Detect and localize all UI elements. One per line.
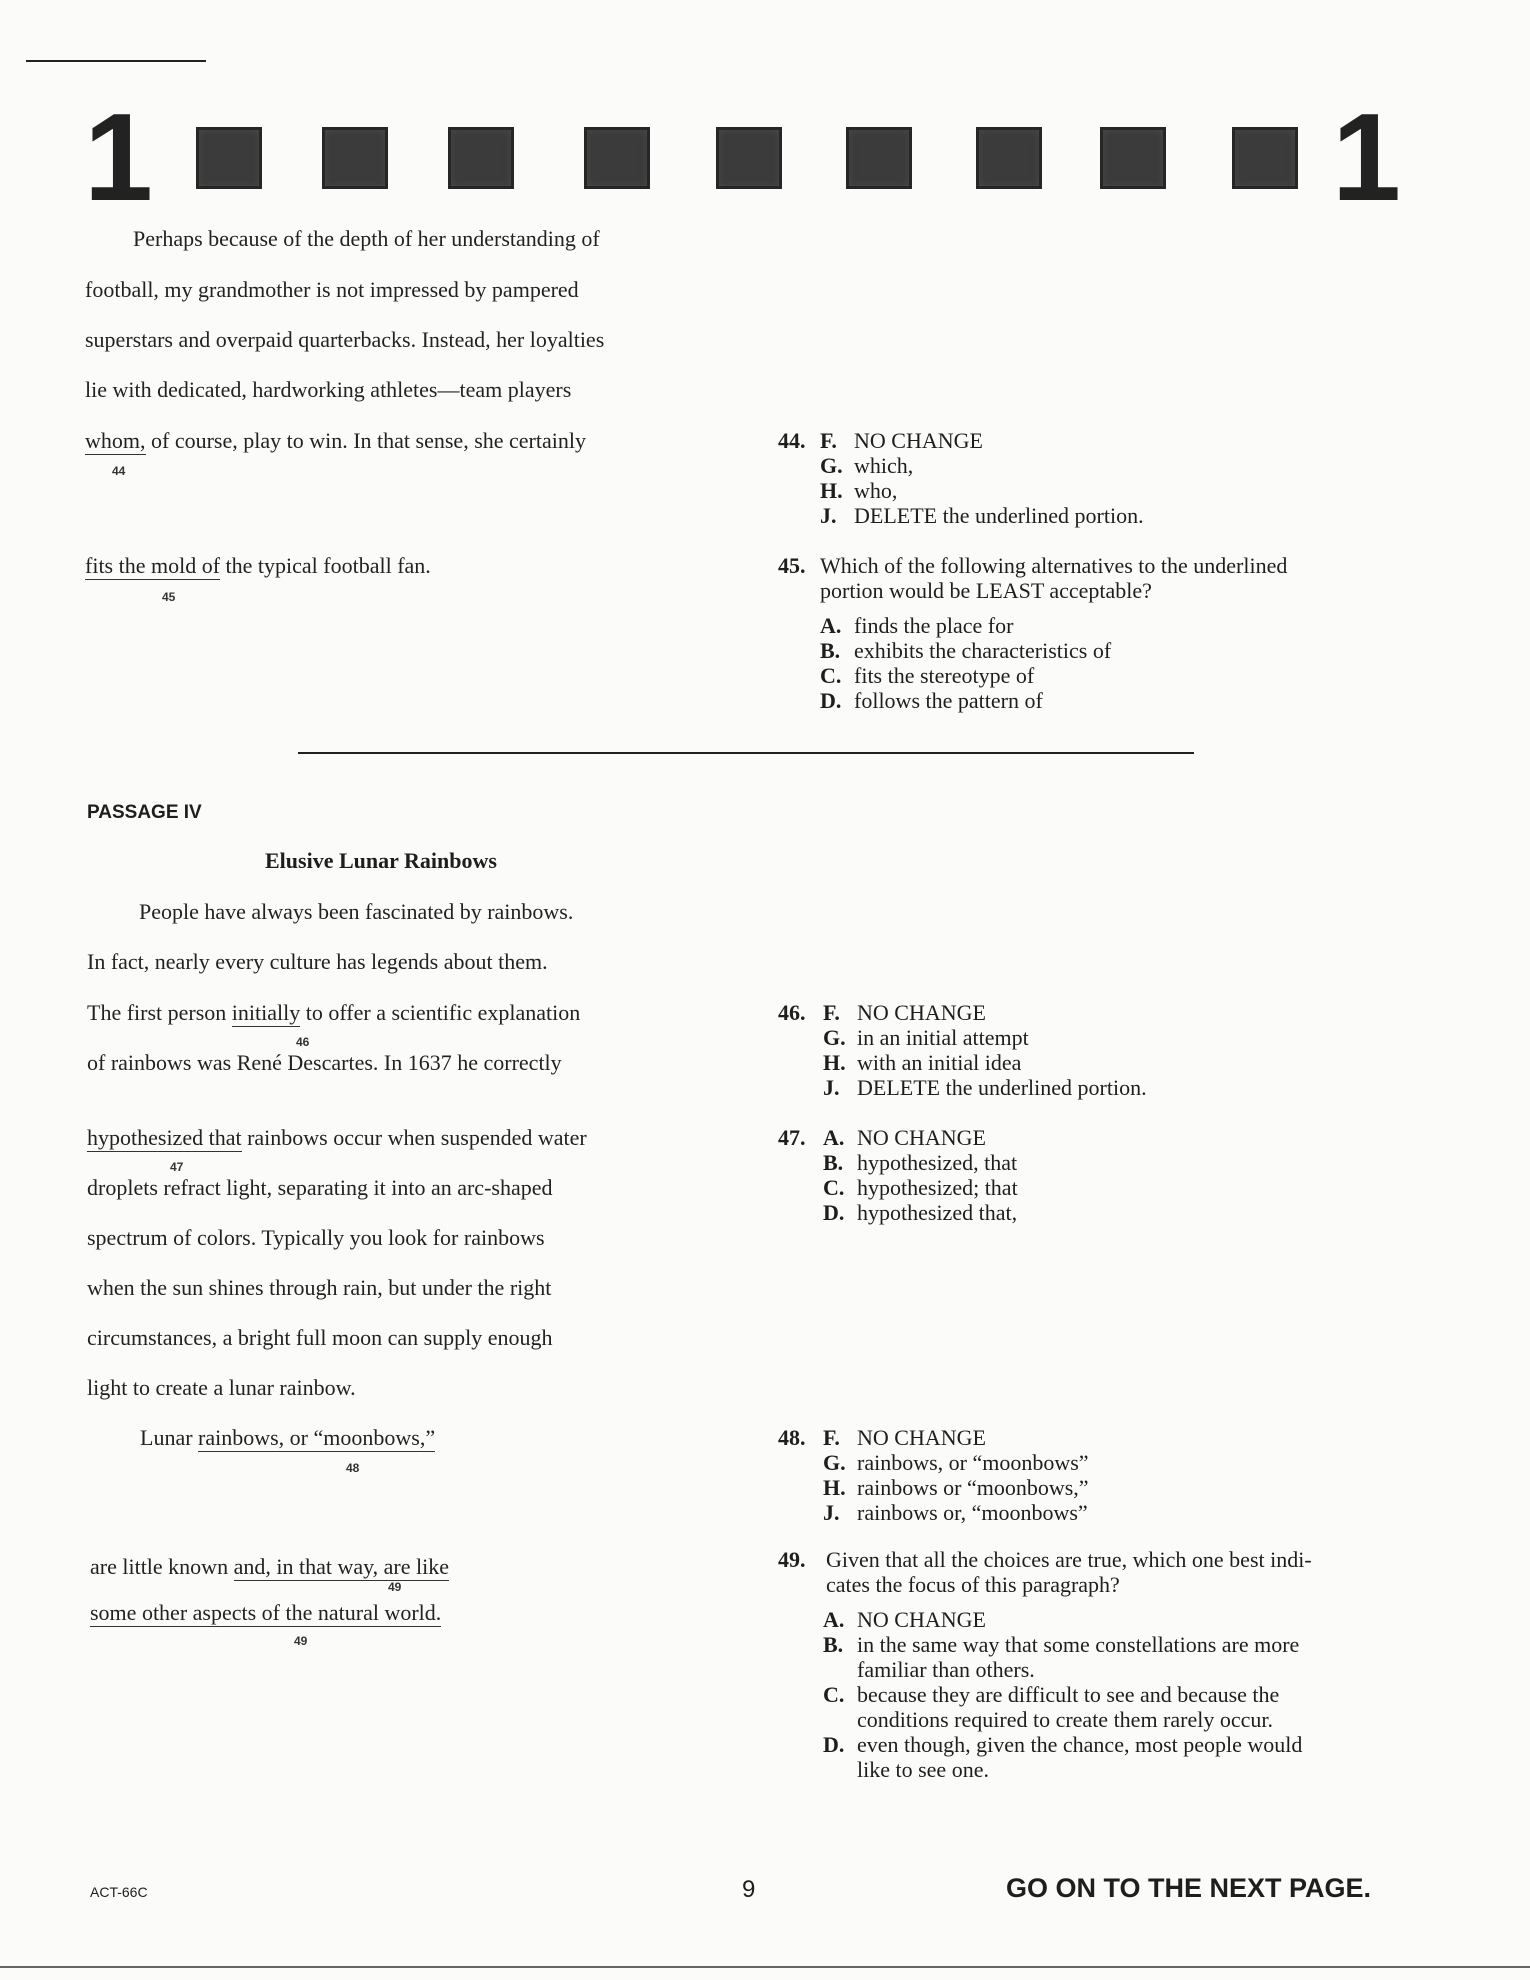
- passage-line: of rainbows was René Descartes. In 1637 he correctly: [87, 1050, 562, 1075]
- option-47-c[interactable]: C. hypothesized; that: [823, 1175, 1018, 1200]
- header-block: [322, 127, 388, 189]
- passage-divider: [298, 752, 1194, 754]
- passage-title: Elusive Lunar Rainbows: [265, 848, 497, 873]
- option-47-a[interactable]: A. NO CHANGE: [823, 1125, 986, 1150]
- question-stem-45: Which of the following alternatives to the underlined: [820, 553, 1288, 578]
- option-49-a[interactable]: A. NO CHANGE: [823, 1607, 986, 1632]
- option-48-j[interactable]: J. rainbows or, “moonbows”: [823, 1500, 1088, 1525]
- ref-number-49: 49: [388, 1580, 402, 1594]
- passage-line: light to create a lunar rainbow.: [87, 1375, 356, 1400]
- passage-line: are little known and, in that way, are like: [90, 1554, 450, 1579]
- ref-number-47: 47: [170, 1160, 184, 1174]
- question-number-48: 48.: [778, 1425, 806, 1450]
- next-page-notice: GO ON TO THE NEXT PAGE.: [1006, 1873, 1372, 1903]
- passage-line: The first person initially to offer a scientific explanation: [87, 1000, 581, 1025]
- question-number-45: 45.: [778, 553, 806, 578]
- option-45-c[interactable]: C. fits the stereotype of: [820, 663, 1035, 688]
- question-stem-45-cont: portion would be LEAST acceptable?: [820, 578, 1152, 603]
- form-code: ACT-66C: [90, 1884, 148, 1900]
- header-block: [448, 127, 514, 189]
- underlined-48[interactable]: rainbows, or “moonbows,”: [198, 1425, 436, 1450]
- top-rule: [26, 60, 206, 62]
- option-46-h[interactable]: H. with an initial idea: [823, 1050, 1022, 1075]
- header-block: [584, 127, 650, 189]
- option-45-b[interactable]: B. exhibits the characteristics of: [820, 638, 1112, 663]
- passage-line: droplets refract light, separating it into an arc-shaped: [87, 1175, 553, 1200]
- passage-line-rest: of course, play to win. In that sense, she certainly: [145, 428, 586, 453]
- option-44-j[interactable]: J. DELETE the underlined portion.: [820, 503, 1144, 528]
- section-number-left: 1: [84, 89, 149, 227]
- option-47-b[interactable]: B. hypothesized, that: [823, 1150, 1018, 1175]
- ref-number-48: 48: [346, 1461, 360, 1475]
- option-46-j[interactable]: J. DELETE the underlined portion.: [823, 1075, 1147, 1100]
- passage-line: [85, 553, 431, 579]
- passage-line: [85, 428, 586, 454]
- question-number-47: 47.: [778, 1125, 806, 1150]
- option-44-g[interactable]: G. which,: [820, 453, 914, 478]
- option-49-b-cont: familiar than others.: [857, 1657, 1035, 1682]
- header-block: [846, 127, 912, 189]
- passage-line: when the sun shines through rain, but under the right: [87, 1275, 552, 1300]
- underlined-49-cont[interactable]: some other aspects of the natural world.: [90, 1600, 442, 1625]
- option-45-a[interactable]: A. finds the place for: [820, 613, 1014, 638]
- question-stem-49: Given that all the choices are true, which one best indi-: [826, 1547, 1312, 1572]
- question-stem-49-cont: cates the focus of this paragraph?: [826, 1572, 1120, 1597]
- ref-number-49: 49: [294, 1634, 308, 1648]
- option-49-d-cont: like to see one.: [857, 1757, 989, 1782]
- header-block: [976, 127, 1042, 189]
- option-49-c-cont: conditions required to create them rarely occur.: [857, 1707, 1273, 1732]
- option-48-h[interactable]: H. rainbows or “moonbows,”: [823, 1475, 1089, 1500]
- option-46-g[interactable]: G. in an initial attempt: [823, 1025, 1029, 1050]
- question-number-46: 46.: [778, 1000, 806, 1025]
- passage-line: Perhaps because of the depth of her understanding of: [133, 226, 600, 251]
- header-block: [196, 127, 262, 189]
- passage-line: lie with dedicated, hardworking athletes—team players: [85, 377, 572, 402]
- section-number-right: 1: [1332, 89, 1397, 227]
- underlined-45[interactable]: fits the mold of: [85, 553, 221, 578]
- passage-line: Lunar rainbows, or “moonbows,”: [140, 1425, 436, 1450]
- page-number: 9: [742, 1876, 756, 1903]
- passage-line: superstars and overpaid quarterbacks. Instead, her loyalties: [85, 327, 605, 352]
- passage-line: In fact, nearly every culture has legends about them.: [87, 949, 548, 974]
- passage-line: [90, 1600, 441, 1626]
- option-44-f[interactable]: F. NO CHANGE: [820, 428, 983, 453]
- underlined-44[interactable]: whom,: [85, 428, 146, 453]
- underlined-47[interactable]: hypothesized that: [87, 1125, 242, 1150]
- passage-line-rest: the typical football fan.: [220, 553, 431, 578]
- ref-number-45: 45: [162, 590, 176, 604]
- option-44-h[interactable]: H. who,: [820, 478, 898, 503]
- passage-line: hypothesized that rainbows occur when suspended water: [87, 1125, 587, 1150]
- passage-label: PASSAGE IV: [87, 802, 202, 823]
- passage-line: People have always been fascinated by rainbows.: [139, 899, 574, 924]
- option-48-g[interactable]: G. rainbows, or “moonbows”: [823, 1450, 1089, 1475]
- passage-line: football, my grandmother is not impressed by pampered: [85, 277, 579, 302]
- ref-number-46: 46: [296, 1035, 310, 1049]
- underlined-46[interactable]: initially: [231, 1000, 301, 1025]
- header-block: [716, 127, 782, 189]
- option-49-c[interactable]: C. because they are difficult to see and because the: [823, 1682, 1280, 1707]
- option-46-f[interactable]: F. NO CHANGE: [823, 1000, 986, 1025]
- header-block: [1232, 127, 1298, 189]
- bottom-rule: [0, 1966, 1530, 1968]
- option-47-d[interactable]: D. hypothesized that,: [823, 1200, 1018, 1225]
- option-48-f[interactable]: F. NO CHANGE: [823, 1425, 986, 1450]
- option-49-b[interactable]: B. in the same way that some constellations are more: [823, 1632, 1300, 1657]
- question-number-44: 44.: [778, 428, 806, 453]
- underlined-49[interactable]: and, in that way, are like: [233, 1554, 450, 1579]
- passage-line: circumstances, a bright full moon can supply enough: [87, 1325, 553, 1350]
- header-block: [1100, 127, 1166, 189]
- option-45-d[interactable]: D. follows the pattern of: [820, 688, 1043, 713]
- passage-line: spectrum of colors. Typically you look for rainbows: [87, 1225, 545, 1250]
- option-49-d[interactable]: D. even though, given the chance, most people would: [823, 1732, 1303, 1757]
- ref-number-44: 44: [112, 464, 126, 478]
- question-number-49: 49.: [778, 1547, 806, 1572]
